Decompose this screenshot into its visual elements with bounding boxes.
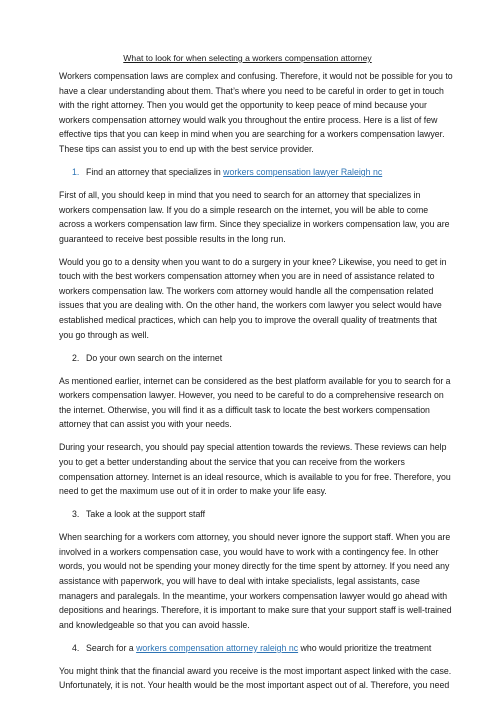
document-body [59,69,453,701]
paragraph: As mentioned earlier, internet can be considered as the best platform available for you to search for a workers compensation lawyer. However, you need to be careful to do a comprehensive research on the internet. Otherwise, you will find it as a difficult task to locate the best workers compensation attorney that can assist you with your needs. [59,375,451,430]
paragraph: Would you go to a density when you want to do a surgery in your knee? Likewise, you need to get in touch with the best workers compensation attorney when you are in need of assistance related to workers compensation law. The workers com attorney would handle all the compensation related issues that you are dealing with. On the other hand, the workers com lawyer you select would have established medical practices, which can help you to improve the overall quality of treatments that you go through as well. [59,256,447,340]
intro-paragraph: Workers compensation laws are complex and confusing. Therefore, it would not be possible for you to have a clear understanding about them. That’s where you need to be careful in order to get in touch with the right attorney. Then you would get the opportunity to keep peace of mind because your workers compensation attorney would walk you throughout the entire process. Here is a list of few effective tips that you can keep in mind when you are searching for a workers compensation lawyer. These tips can assist you to end up with the best service provider. [59,71,453,154]
list-item-text: Do your own search on the internet [86,352,223,363]
paragraph: When searching for a workers com attorney, you should never ignore the support staff. When you are involved in a workers compensation case, you would have to work with a contingency fee. In other words, you would not be spending your money directly for the time spent by attorney. If you need any assistance with paperwork, you will have to deal with intake specialists, legal assistants, case managers and paralegals. In the meantime, your workers compensation lawyer would go ahead with depositions and hearings. Therefore, it is important to make sure that your support staff is well-trained and knowledgeable so that you can avoid hassle. [59,532,452,630]
document-title: What to look for when selecting a workers compensation attorney [123,53,372,63]
list-item-1 [59,165,453,180]
list-number: 1. [72,166,80,177]
list-item-text: Search for a workers compensation attorney raleigh nc who would prioritize the treatment [86,642,432,653]
list-number: 3. [72,509,80,520]
paragraph: First of all, you should keep in mind that you need to search for an attorney that specializes in workers compensation law. If you do a simple research on the internet, you will be able to come across a workers compensation law firm. Since they specialize in workers compensation law, you are guaranteed to receive best possible results in the long run. [59,189,450,244]
workers-compensation-attorney-link[interactable]: workers compensation attorney raleigh nc [136,642,299,653]
list-number: 4. [72,642,80,653]
list-item-text: Find an attorney that specializes in workers compensation lawyer Raleigh nc [86,166,383,177]
paragraph: You might think that the financial award you receive is the most important aspect linked with the case. Unfortunately, it is not. Your health would be the most important aspect out of al. Therefore, you need [59,665,452,691]
list-item-2 [59,351,453,366]
list-item-text: Take a look at the support staff [86,509,206,520]
list-item-4 [59,641,453,656]
list-number: 2. [72,352,80,363]
workers-compensation-lawyer-link[interactable]: workers compensation lawyer Raleigh nc [223,166,383,177]
paragraph: During your research, you should pay special attention towards the reviews. These reviews can help you to get a better understanding about the service that you can receive from the workers compensation attorney. Internet is an ideal resource, which is available to you for free. Therefore, you need to get the maximum use out of it in order to make your life easy. [59,442,451,497]
list-item-3 [59,507,453,522]
